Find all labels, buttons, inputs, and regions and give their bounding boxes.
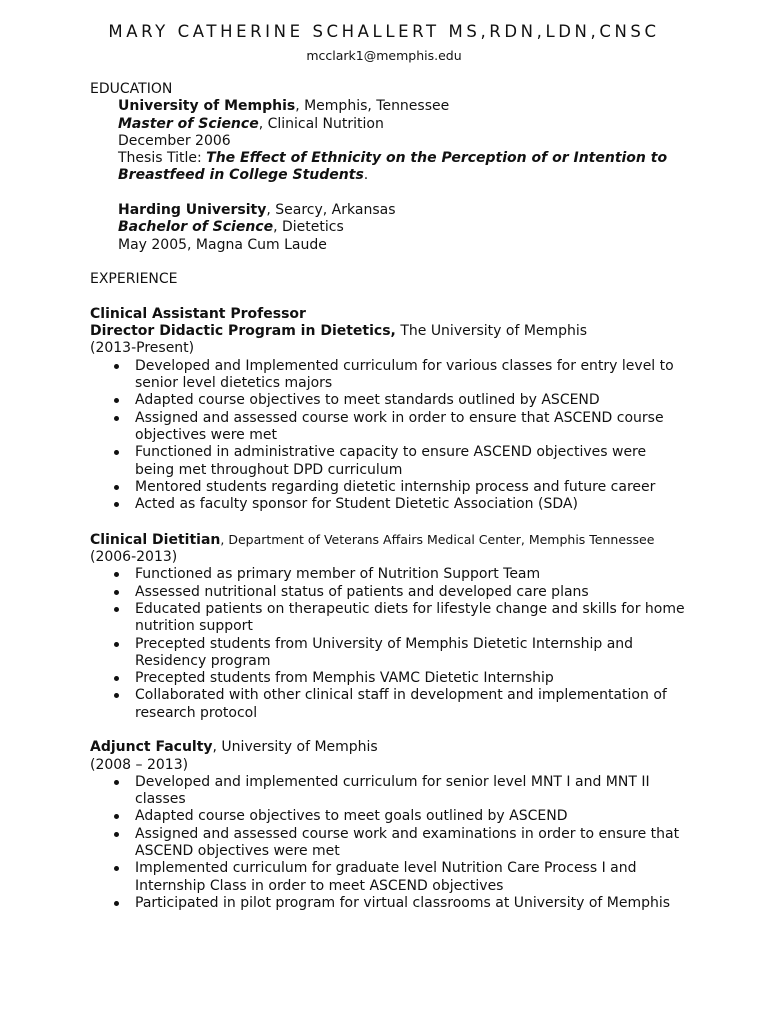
list-item: Developed and implemented curriculum for senior level MNT I and MNT II classes xyxy=(90,774,690,809)
school-location: , Memphis, Tennessee xyxy=(295,98,450,115)
bullet-icon xyxy=(114,642,119,647)
job-organization: The University of Memphis xyxy=(395,323,588,340)
job-title: Clinical Assistant Professor xyxy=(90,305,306,322)
degree-field: , Dietetics xyxy=(273,219,344,236)
list-item: Mentored students regarding dietetic internship process and future career xyxy=(90,479,690,496)
school-name: Harding University xyxy=(118,202,267,219)
job-years: (2006-2013) xyxy=(90,549,178,566)
job-organization: , Department of Veterans Affairs Medical Center, Memphis Tennessee xyxy=(220,531,655,547)
list-item: Participated in pilot program for virtual classrooms at University of Memphis xyxy=(90,895,690,912)
list-item: Precepted students from Memphis VAMC Dietetic Internship xyxy=(90,670,690,687)
thesis-title-line2: Breastfeed in College Students xyxy=(118,167,364,184)
job-entry xyxy=(90,306,690,514)
bullet-icon xyxy=(114,450,119,455)
bullet-icon xyxy=(114,901,119,906)
resume-name: MARY CATHERINE SCHALLERT MS,RDN,LDN,CNSC xyxy=(108,22,660,41)
job-title: Adjunct Faculty xyxy=(90,739,213,756)
education-entry-harding xyxy=(90,202,690,254)
school-name: University of Memphis xyxy=(118,98,296,115)
bullet-icon xyxy=(114,590,119,595)
list-item: Educated patients on therapeutic diets for lifestyle change and skills for home nutrition support xyxy=(90,601,690,636)
bullet-icon xyxy=(114,676,119,681)
job-bullets xyxy=(90,566,690,722)
bullet-icon xyxy=(114,572,119,577)
job-bullets xyxy=(90,774,690,912)
job-bullets xyxy=(90,358,690,514)
bullet-icon xyxy=(114,866,119,871)
list-item: Adapted course objectives to meet goals outlined by ASCEND xyxy=(90,808,690,825)
resume-body xyxy=(90,81,690,912)
bullet-icon xyxy=(114,832,119,837)
bullet-icon xyxy=(114,814,119,819)
job-organization: , University of Memphis xyxy=(212,739,378,756)
list-item: Precepted students from University of Memphis Dietetic Internship and Residency program xyxy=(90,636,690,671)
degree-field: , Clinical Nutrition xyxy=(258,115,384,132)
job-title: Clinical Dietitian xyxy=(90,531,221,548)
school-location: , Searcy, Arkansas xyxy=(266,202,396,219)
education-entry-memphis xyxy=(90,98,690,184)
list-item: Adapted course objectives to meet standards outlined by ASCEND xyxy=(90,392,690,409)
bullet-icon xyxy=(114,693,119,698)
job-entry xyxy=(90,531,690,722)
degree-date: December 2006 xyxy=(118,132,231,149)
bullet-icon xyxy=(114,398,119,403)
degree-date: May 2005, Magna Cum Laude xyxy=(118,236,327,253)
bullet-icon xyxy=(114,607,119,612)
bullet-icon xyxy=(114,416,119,421)
thesis-title-line1: The Effect of Ethnicity on the Perception of or Intention to xyxy=(206,150,668,167)
thesis-label: Thesis Title: xyxy=(118,150,207,167)
list-item: Collaborated with other clinical staff in development and implementation of research protocol xyxy=(90,687,690,722)
job-years: (2008 – 2013) xyxy=(90,756,189,773)
list-item: Assigned and assessed course work and examinations in order to ensure that ASCEND objectives were met xyxy=(90,826,690,861)
job-entry xyxy=(90,739,690,912)
bullet-icon xyxy=(114,502,119,507)
list-item: Functioned as primary member of Nutrition Support Team xyxy=(90,566,690,583)
education-heading: EDUCATION xyxy=(90,81,173,97)
email-address: mcclark1@memphis.edu xyxy=(306,48,462,63)
list-item: Assigned and assessed course work in order to ensure that ASCEND course objectives were met xyxy=(90,410,690,445)
bullet-icon xyxy=(114,485,119,490)
degree-name: Bachelor of Science xyxy=(118,219,274,236)
job-years: (2013-Present) xyxy=(90,340,195,357)
bullet-icon xyxy=(114,780,119,785)
bullet-icon xyxy=(114,364,119,369)
list-item: Acted as faculty sponsor for Student Dietetic Association (SDA) xyxy=(90,496,690,513)
list-item: Developed and Implemented curriculum for various classes for entry level to senior level dietetics majors xyxy=(90,358,690,393)
list-item: Implemented curriculum for graduate level Nutrition Care Process I and Internship Class in order to meet ASCEND objectives xyxy=(90,860,690,895)
job-title-secondary: Director Didactic Program in Dietetics, xyxy=(90,323,396,340)
list-item: Functioned in administrative capacity to ensure ASCEND objectives were being met throughout DPD curriculum xyxy=(90,444,690,479)
degree-name: Master of Science xyxy=(118,115,259,132)
list-item: Assessed nutritional status of patients and developed care plans xyxy=(90,584,690,601)
experience-heading: EXPERIENCE xyxy=(90,271,178,288)
thesis-end: . xyxy=(363,167,369,184)
